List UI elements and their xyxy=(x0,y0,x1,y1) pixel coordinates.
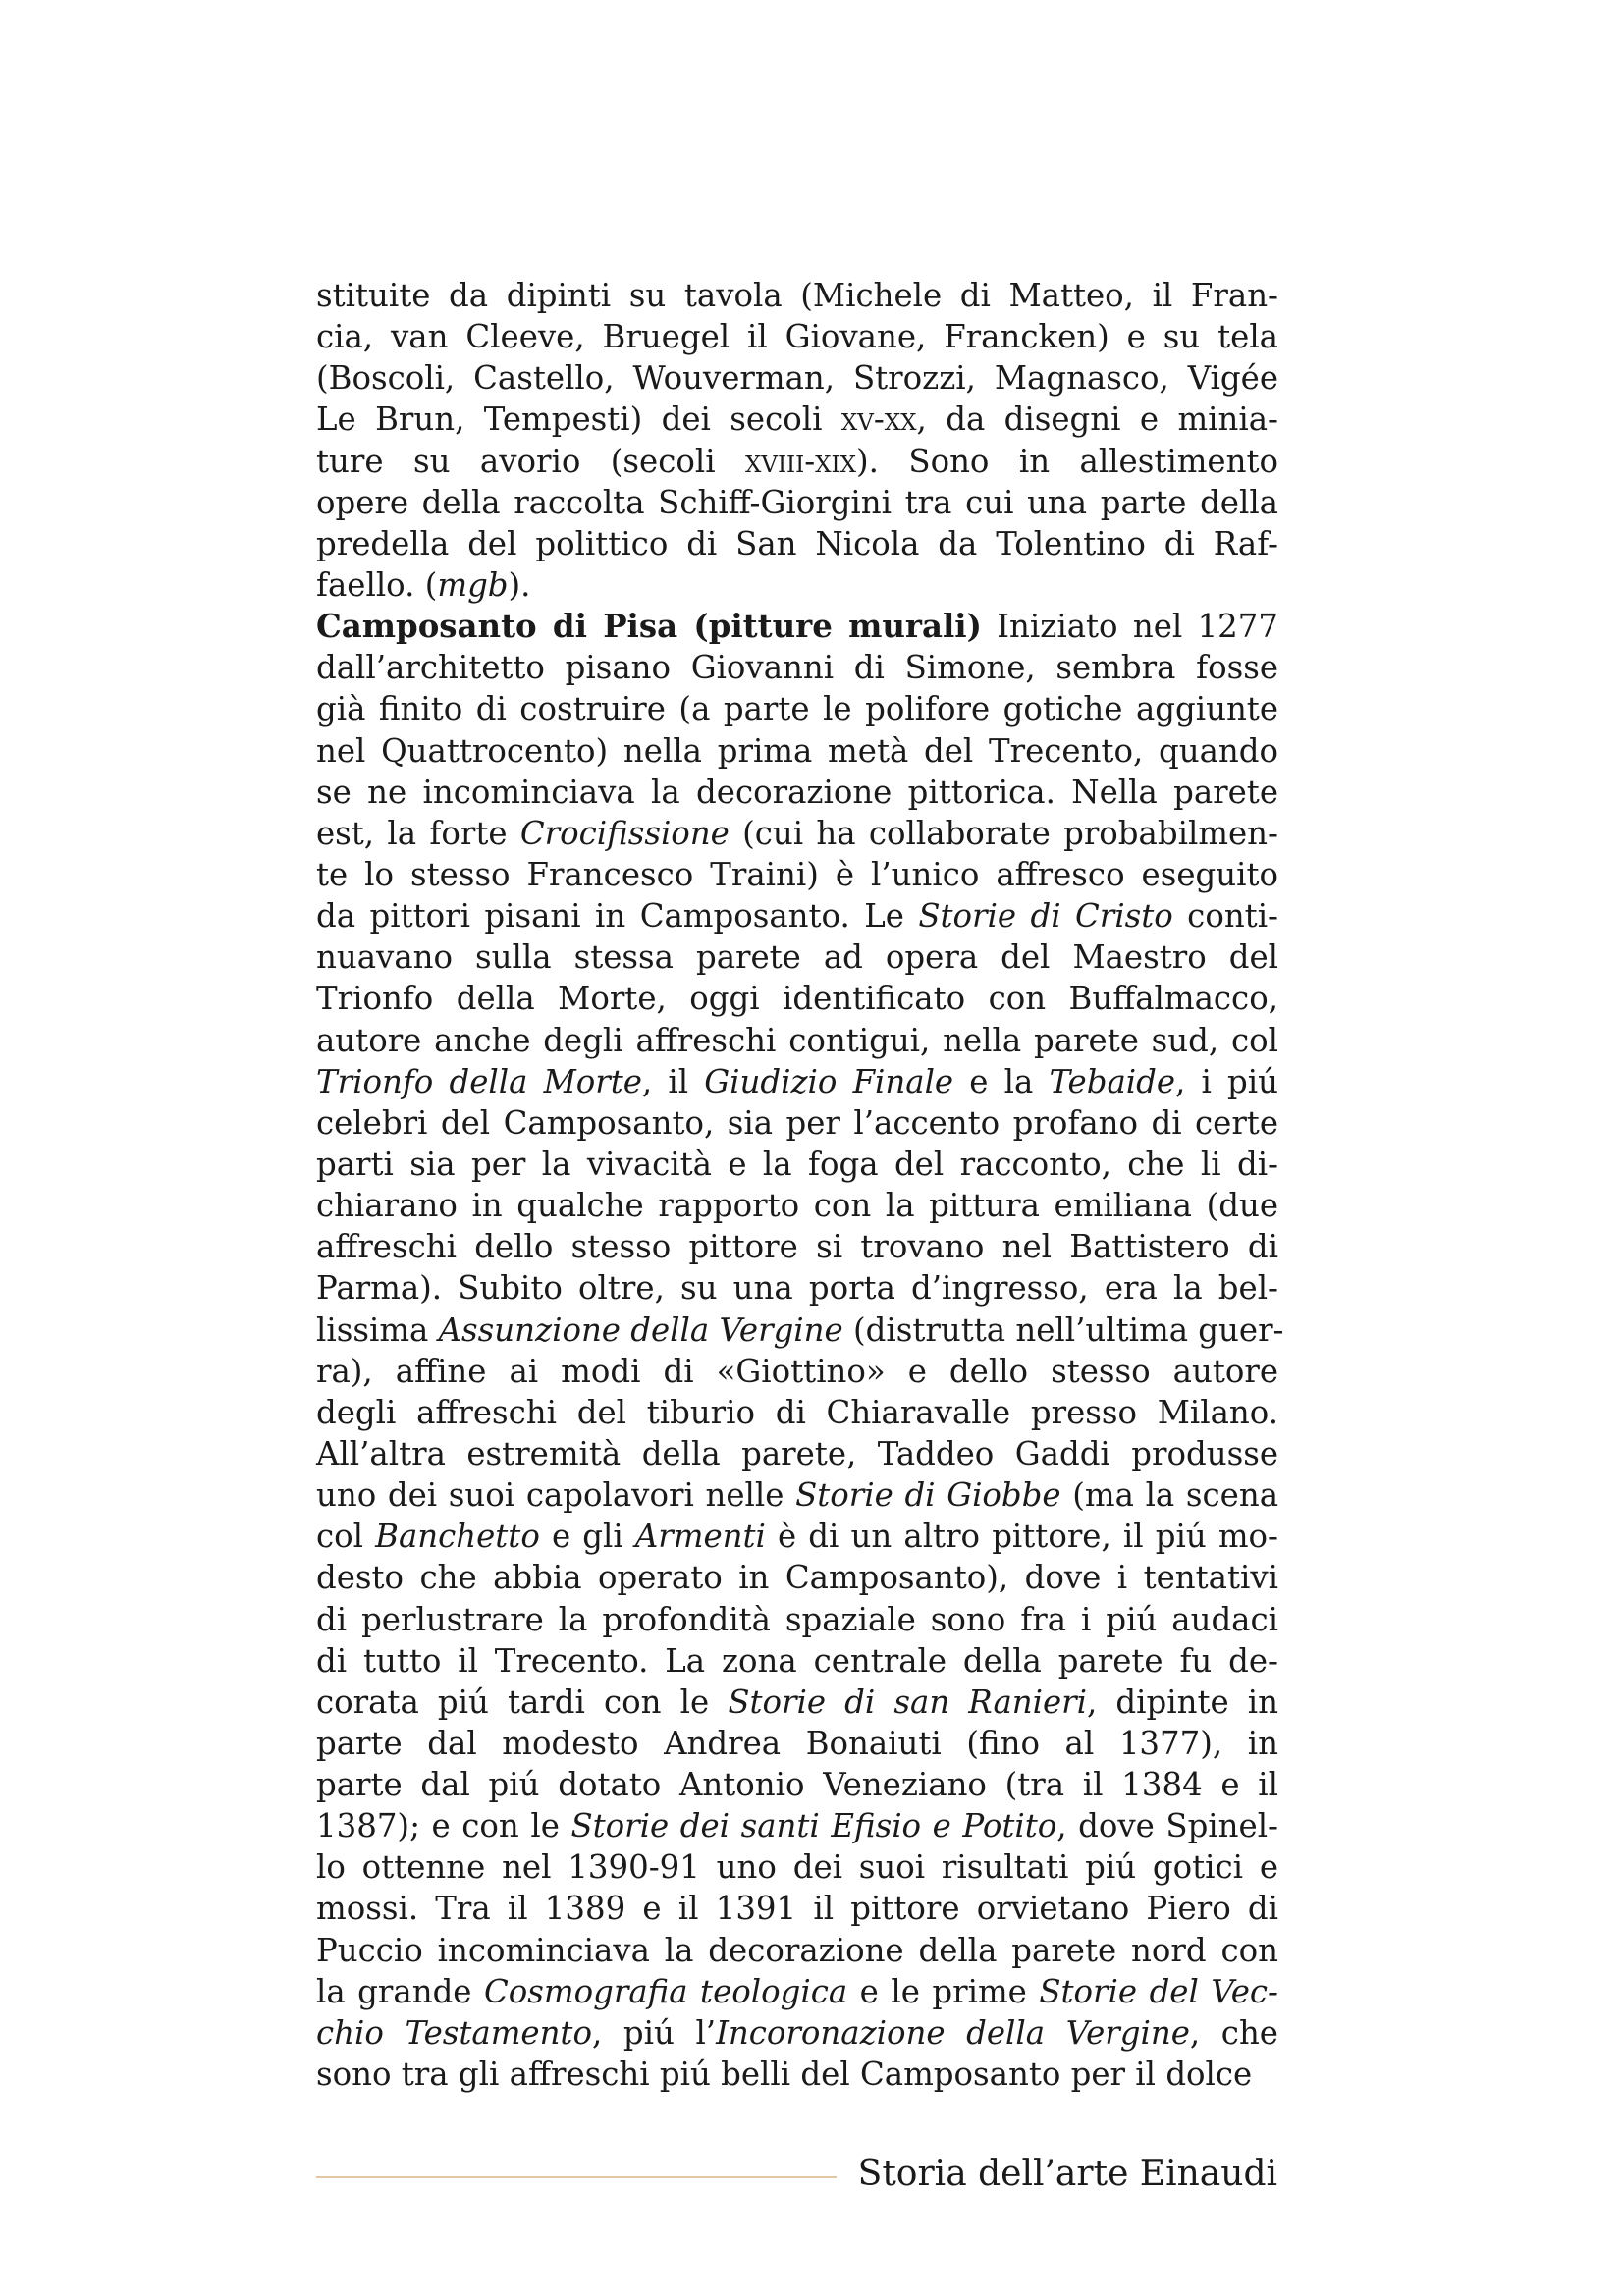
text-segment: nuavano sulla stessa parete ad opera del Maestro del xyxy=(316,938,1278,977)
text-line xyxy=(316,772,1278,813)
text-line xyxy=(316,1516,1278,1557)
text-segment: lo ottenne nel 1390-91 uno dei suoi risultati piú gotici e xyxy=(316,1848,1278,1887)
text-segment: ture su avorio (secoli xyxy=(316,442,745,480)
text-line xyxy=(316,1185,1278,1226)
text-line xyxy=(316,1599,1278,1640)
text-segment: corata piú tardi con le xyxy=(316,1682,729,1721)
text-segment: e le prime xyxy=(847,1972,1040,2010)
text-segment: uno dei suoi capolavori nelle xyxy=(316,1476,796,1515)
text-segment: Parma). Subito oltre, su una porta d’ingresso, era la bel- xyxy=(316,1269,1278,1308)
text-segment: col xyxy=(316,1518,376,1556)
text-segment: (Boscoli, Castello, Wouverman, Strozzi, Magnasco, Vigée xyxy=(316,359,1278,398)
text-segment: sono tra gli affreschi piú belli del Camposanto per il dolce xyxy=(316,2056,1253,2094)
text-line xyxy=(316,482,1278,523)
text-line xyxy=(316,1020,1278,1061)
italic-title: Storie di Cristo xyxy=(918,897,1173,935)
footer-rule xyxy=(316,2176,837,2178)
text-segment: xv-xx xyxy=(840,400,917,439)
text-segment: affreschi dello stesso pittore si trovano nel Battistero di xyxy=(316,1228,1278,1266)
text-line xyxy=(316,564,1278,606)
text-segment: conti- xyxy=(1172,897,1278,935)
text-line xyxy=(316,1682,1278,1723)
text-line xyxy=(316,1351,1278,1392)
text-segment: ). xyxy=(508,565,531,604)
text-line xyxy=(316,1930,1278,1971)
text-segment: Trionfo della Morte, oggi identificato con Buffalmacco, xyxy=(316,980,1278,1018)
text-line xyxy=(316,523,1278,564)
italic-title: Assunzione della Vergine xyxy=(438,1310,843,1349)
text-segment: dall’architetto pisano Giovanni di Simone, sembra fosse xyxy=(316,649,1278,687)
entry-heading: Camposanto di Pisa (pitture murali) xyxy=(316,608,982,646)
text-line xyxy=(316,2054,1278,2095)
text-line xyxy=(316,441,1278,482)
italic-title: mgb xyxy=(437,565,509,604)
text-line xyxy=(316,1640,1278,1682)
text-segment: lissima xyxy=(316,1310,439,1349)
italic-title: Tebaide xyxy=(1049,1062,1176,1100)
text-segment: (cui ha collaborate probabilmen- xyxy=(729,814,1278,852)
italic-title: Incoronazione della Vergine xyxy=(716,2013,1190,2052)
text-segment: la grande xyxy=(316,1972,484,2010)
italic-title: Armenti xyxy=(634,1518,766,1556)
text-segment: è di un altro pittore, il piú mo- xyxy=(765,1518,1278,1556)
text-line xyxy=(316,1309,1284,1351)
text-line xyxy=(316,688,1278,729)
italic-title: Crocifissione xyxy=(519,814,730,852)
text-segment: autore anche degli affreschi contigui, nella parete sud, col xyxy=(316,1021,1278,1059)
text-line xyxy=(316,316,1278,357)
text-segment: già finito di costruire (a parte le polifore gotiche aggiunte xyxy=(316,690,1278,728)
text-line xyxy=(316,399,1278,440)
text-line xyxy=(316,1971,1278,2012)
text-segment: mossi. Tra il 1389 e il 1391 il pittore orvietano Piero di xyxy=(316,1890,1278,1928)
text-segment: e la xyxy=(953,1062,1050,1100)
text-segment: chiarano in qualche rapporto con la pittura emiliana (due xyxy=(316,1187,1278,1225)
text-line xyxy=(316,2012,1278,2054)
footer-label: Storia dell’arte Einaudi xyxy=(857,2154,1277,2194)
italic-title: Cosmografia teologica xyxy=(483,1972,848,2010)
text-segment: (distrutta nell’ultima guer- xyxy=(842,1310,1284,1349)
italic-title: Giudizio Finale xyxy=(704,1062,954,1100)
italic-title: Storie di Giobbe xyxy=(795,1476,1061,1515)
text-line xyxy=(316,275,1278,316)
text-segment: , i piú xyxy=(1175,1062,1278,1100)
text-line xyxy=(316,1888,1278,1929)
text-segment: , dove Spinel- xyxy=(1056,1807,1279,1845)
text-segment: te lo stesso Francesco Traini) è l’unico affresco eseguito xyxy=(316,855,1278,893)
text-segment: nel Quattrocento) nella prima metà del Trecento, quando xyxy=(316,731,1278,770)
text-line xyxy=(316,854,1278,895)
text-line xyxy=(316,1846,1278,1888)
text-segment: Le Brun, Tempesti) dei secoli xyxy=(316,400,841,439)
text-segment: stituite da dipinti su tavola (Michele di Matteo, il Fran- xyxy=(316,277,1278,314)
text-line xyxy=(316,1144,1278,1185)
italic-title: Storie di san Ranieri xyxy=(728,1682,1087,1721)
text-segment: xviii-xix xyxy=(744,442,857,480)
text-segment: parte dal piú dotato Antonio Veneziano (tra il 1384 e il xyxy=(316,1766,1278,1804)
text-segment: ra), affine ai modi di «Giottino» e dello stesso autore xyxy=(316,1352,1278,1390)
text-line xyxy=(316,357,1278,399)
text-segment: e gli xyxy=(539,1518,635,1556)
italic-title: Storie del Vec- xyxy=(1039,1972,1279,2010)
text-line xyxy=(316,1392,1278,1433)
italic-title: Storie dei santi Efisio e Potito xyxy=(570,1807,1057,1845)
text-segment: (ma la scena xyxy=(1060,1476,1278,1515)
text-line xyxy=(316,1474,1278,1516)
text-segment: degli affreschi del tiburio di Chiaravalle presso Milano. xyxy=(316,1393,1278,1431)
text-segment: Puccio incominciava la decorazione della parete nord con xyxy=(316,1931,1278,1969)
text-segment: opere della raccolta Schiff-Giorgini tra cui una parte della xyxy=(316,483,1278,521)
text-segment: , il xyxy=(641,1062,705,1100)
text-segment: celebri del Camposanto, sia per l’accento profano di certe xyxy=(316,1103,1278,1142)
text-line xyxy=(316,1557,1278,1598)
text-segment: ). Sono in allestimento xyxy=(856,442,1278,480)
text-line xyxy=(316,1102,1278,1144)
text-segment: , da disegni e minia- xyxy=(916,400,1278,439)
text-line xyxy=(316,1723,1278,1764)
text-segment: Iniziato nel 1277 xyxy=(981,608,1279,646)
text-segment: 1387); e con le xyxy=(316,1807,571,1845)
text-line xyxy=(316,606,1278,647)
text-line xyxy=(316,895,1278,936)
text-line xyxy=(316,1267,1278,1308)
text-segment: , piú l’ xyxy=(591,2013,717,2052)
text-line xyxy=(316,1805,1278,1846)
text-segment: di perlustrare la profondità spaziale sono fra i piú audaci xyxy=(316,1600,1278,1638)
text-segment: parte dal modesto Andrea Bonaiuti (fino al 1377), in xyxy=(316,1724,1278,1762)
text-line xyxy=(316,1433,1278,1474)
text-segment: , dipinte in xyxy=(1086,1682,1278,1721)
text-segment: , che xyxy=(1189,2013,1278,2052)
italic-title: Trionfo della Morte xyxy=(316,1062,642,1100)
text-segment: parti sia per la vivacità e la foga del racconto, che li di- xyxy=(316,1145,1278,1183)
italic-title: Banchetto xyxy=(375,1518,540,1556)
text-segment: est, la forte xyxy=(316,814,520,852)
text-line xyxy=(316,978,1278,1019)
text-line xyxy=(316,647,1278,688)
text-line xyxy=(316,1764,1278,1805)
text-segment: faello. ( xyxy=(316,565,438,604)
text-line xyxy=(316,1061,1278,1102)
italic-title: chio Testamento xyxy=(316,2013,592,2052)
text-segment: di tutto il Trecento. La zona centrale della parete fu de- xyxy=(316,1641,1278,1680)
text-segment: All’altra estremità della parete, Taddeo Gaddi produsse xyxy=(316,1434,1278,1472)
text-segment: desto che abbia operato in Camposanto), dove i tentativi xyxy=(316,1559,1278,1597)
text-line xyxy=(316,813,1278,854)
body-text xyxy=(316,275,1284,2095)
text-segment: predella del polittico di San Nicola da Tolentino di Raf- xyxy=(316,524,1278,562)
text-segment: da pittori pisani in Camposanto. Le xyxy=(316,897,919,935)
text-segment: cia, van Cleeve, Bruegel il Giovane, Francken) e su tela xyxy=(316,318,1278,356)
text-line xyxy=(316,730,1278,772)
text-line xyxy=(316,936,1278,978)
text-segment: se ne incominciava la decorazione pittorica. Nella parete xyxy=(316,773,1278,811)
text-line xyxy=(316,1226,1278,1267)
